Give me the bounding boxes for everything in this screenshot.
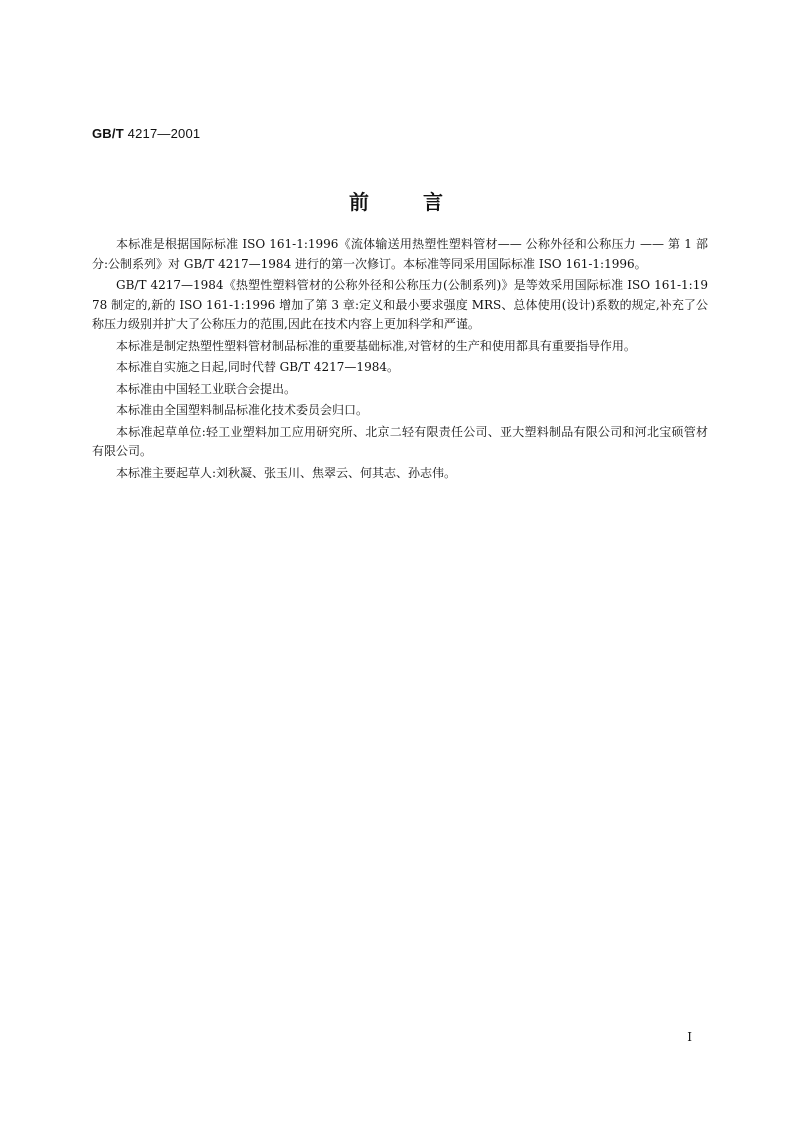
standard-number: 4217—2001 [127, 126, 201, 141]
page-number: I [687, 1030, 692, 1044]
paragraph: 本标准主要起草人:刘秋凝、张玉川、焦翠云、何其志、孙志伟。 [116, 465, 457, 480]
paragraph: 本标准是根据国际标准 ISO 161-1:1996《流体输送用热塑性塑料管材—— 公称外径和公称压力 —— 第 1 部分:公制系列》对 GB/T 4217—1984 进行的第一次修订。本标准等同采用国际标准 ISO 161-1:1996。 [92, 237, 708, 271]
foreword-body [92, 235, 708, 485]
paragraph: 本标准自实施之日起,同时代替 GB/T 4217—1984。 [116, 360, 399, 374]
paragraph: 本标准由全国塑料制品标准化技术委员会归口。 [116, 403, 369, 417]
paragraph: GB/T 4217—1984《热塑性塑料管材的公称外径和公称压力(公制系列)》是等效采用国际标准 ISO 161-1:1978 制定的,新的 ISO 161-1:1996 增加了第 3 章:定义和最小要求强度 MRS、总体使用(设计)系数的规定,补充了公称压力级别并扩大了公称压力的范围,因此在技术内容上更加科学和严谨。 [92, 278, 708, 331]
standard-prefix: GB/T [92, 126, 124, 141]
title-char-1: 前 [349, 190, 371, 214]
paragraph: 本标准由中国轻工业联合会提出。 [116, 381, 297, 396]
title-char-2: 言 [423, 190, 445, 214]
paragraph: 本标准是制定热塑性塑料管材制品标准的重要基础标准,对管材的生产和使用都具有重要指导作用。 [116, 338, 636, 353]
page-title [0, 186, 794, 215]
standard-code [92, 126, 200, 141]
paragraph: 本标准起草单位:轻工业塑料加工应用研究所、北京二轻有限责任公司、亚大塑料制品有限公司和河北宝硕管材有限公司。 [92, 424, 708, 458]
